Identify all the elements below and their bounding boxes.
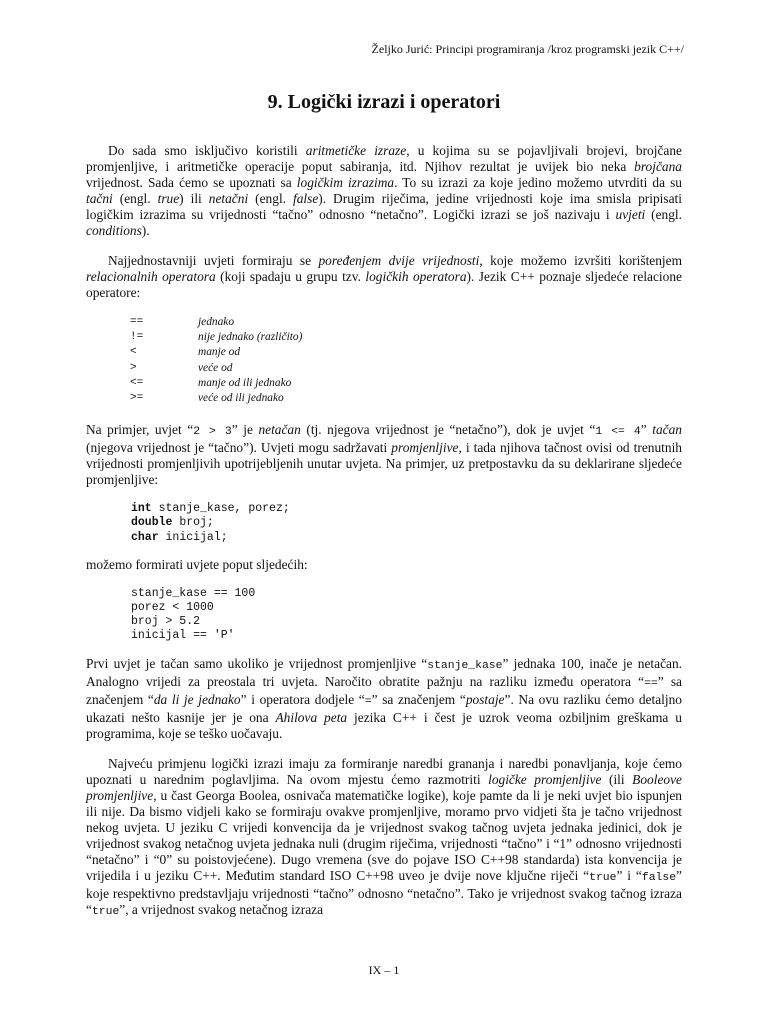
declaration-code-block <box>131 502 682 545</box>
operator-row <box>130 345 682 360</box>
operator-row <box>130 391 682 406</box>
running-header: Željko Jurić: Principi programiranja /kroz programski jezik C++/ <box>371 42 684 56</box>
paragraph-intro: Do sada smo isključivo koristili aritmetičke izraze, u kojima su se pojavljivali brojevi, brojčane promjenljive, i aritmetičke operacije poput sabiranja, itd. Njihov rezultat je uvijek bio neka brojčana vrijednost. Sada ćemo se upoznati sa logičkim izrazima. To su izrazi za koje jedino možemo utvrditi da su tačni (engl. true) ili netačni (engl. false). Drugim riječima, jedine vrijednosti koje ima smisla pripisati logičkim izrazima su vrijednosti “tačno” odnosno “netačno”. Logički izrazi se još nazivaju i uvjeti (engl. conditions). <box>86 143 683 238</box>
page-number: IX – 1 <box>368 963 400 977</box>
paragraph-example: Na primjer, uvjet “2 > 3” je netačan (tj. njegova vrijednost je “netačno”), dok je uvjet “1 <= 4” tačan (njegova vrijednost je “tačno”). Uvjeti mogu sadržavati promjenljive, i tada njihova tačnost ovisi od trenutnih vrijednosti promjenljivih upotrijebljenih unutar uvjeta. Na primjer, uz pretpostavku da su deklarirane sljedeće promjenljive: <box>86 422 682 488</box>
operator-table <box>130 315 682 406</box>
operator-symbol: <= <box>130 376 144 389</box>
code-line: inicijal == 'P' <box>131 629 235 643</box>
code-line: int stanje_kase, porez; <box>131 502 290 516</box>
operator-meaning: veće od <box>198 361 233 374</box>
operator-symbol: < <box>130 346 137 359</box>
code-line: broj > 5.2 <box>131 615 201 629</box>
operator-row <box>130 330 682 345</box>
code-line: stanje_kase == 100 <box>131 586 256 600</box>
operator-row <box>130 315 682 330</box>
operator-row <box>130 361 682 376</box>
paragraph-logical-variables: Najveću primjenu logički izrazi imaju za formiranje naredbi grananja i naredbi ponavljanja, koje ćemo upoznati u narednim poglavljima. Na ovom mjestu ćemo razmotriti logičke promjenljive (ili Booleove promjenljive, u čast Georga Boolea, osnivača matematičke logike), koje pamte da li je neki uvjet bio ispunjen ili nije. Da bismo vidjeli kako se formiraju ovakve promjenljive, moramo prvo vidjeti šta je tačno vrijednost nekog uvjeta. U jeziku C vrijedi konvencija da je vrijednost svakog tačnog uvjeta jednaka jedinici, dok je vrijednost svakog netačnog uvjeta jednaka nuli (drugim riječima, vrijednosti “tačno” i “1” odnosno vrijednosti “netačno” i “0” su poistovjećene). Dugo vremena (sve do pojave ISO C++98 standarda) ista konvencija je vrijedila i u jeziku C++. Međutim standard ISO C++98 uveo je dvije nove ključne riječi “true” i “false” koje respektivno predstavljaju vrijednosti “tačno” odnosno “netačno”. Tako je vrijednost svakog tačnog izraza “true”, a vrijednost svakog netačnog izraza <box>86 755 682 918</box>
operator-meaning: manje od <box>198 346 241 359</box>
paragraph-relational: Najjednostavniji uvjeti formiraju se poređenjem dvije vrijednosti, koje možemo izvršiti korištenjem relacionalnih operatora (koji spadaju u grupu tzv. logičkih operatora). Jezik C++ poznaje sljedeće relacione operatore: <box>86 253 683 300</box>
operator-symbol: > <box>130 361 137 374</box>
chapter-title: 9. Logički izrazi i operatori <box>267 91 501 113</box>
conditions-code-block <box>131 587 682 644</box>
operator-symbol: == <box>130 316 144 328</box>
operator-meaning: jednako <box>198 316 235 328</box>
code-line: porez < 1000 <box>131 601 214 615</box>
operator-meaning: veće od ili jednako <box>198 392 284 405</box>
paragraph-explanation: Prvi uvjet je tačan samo ukoliko je vrijednost promjenljive “stanje_kase” jednaka 100, inače je netačan. Analogno vrijedi za preostala tri uvjeta. Naročito obratite pažnju na razliku između operatora “==” sa značenjem “da li je jednako” i operatora dodjele “=” sa značenjem “postaje”. Na ovu razliku ćemo detaljno ukazati nešto kasnije jer je ona Ahilova peta jezika C++ i čest je uzrok veoma ozbiljnim greškama u programima, koje se teško uočavaju. <box>86 655 682 741</box>
operator-meaning: manje od ili jednako <box>198 376 292 389</box>
operator-meaning: nije jednako (različito) <box>198 331 303 344</box>
paragraph-conditions-intro: možemo formirati uvjete poput sljedećih: <box>86 556 308 572</box>
operator-symbol: != <box>130 331 144 344</box>
code-line: double broj; <box>131 516 214 530</box>
document-body <box>86 143 682 920</box>
operator-row <box>130 376 682 391</box>
operator-symbol: >= <box>130 392 144 405</box>
code-line: char inicijal; <box>131 530 228 544</box>
